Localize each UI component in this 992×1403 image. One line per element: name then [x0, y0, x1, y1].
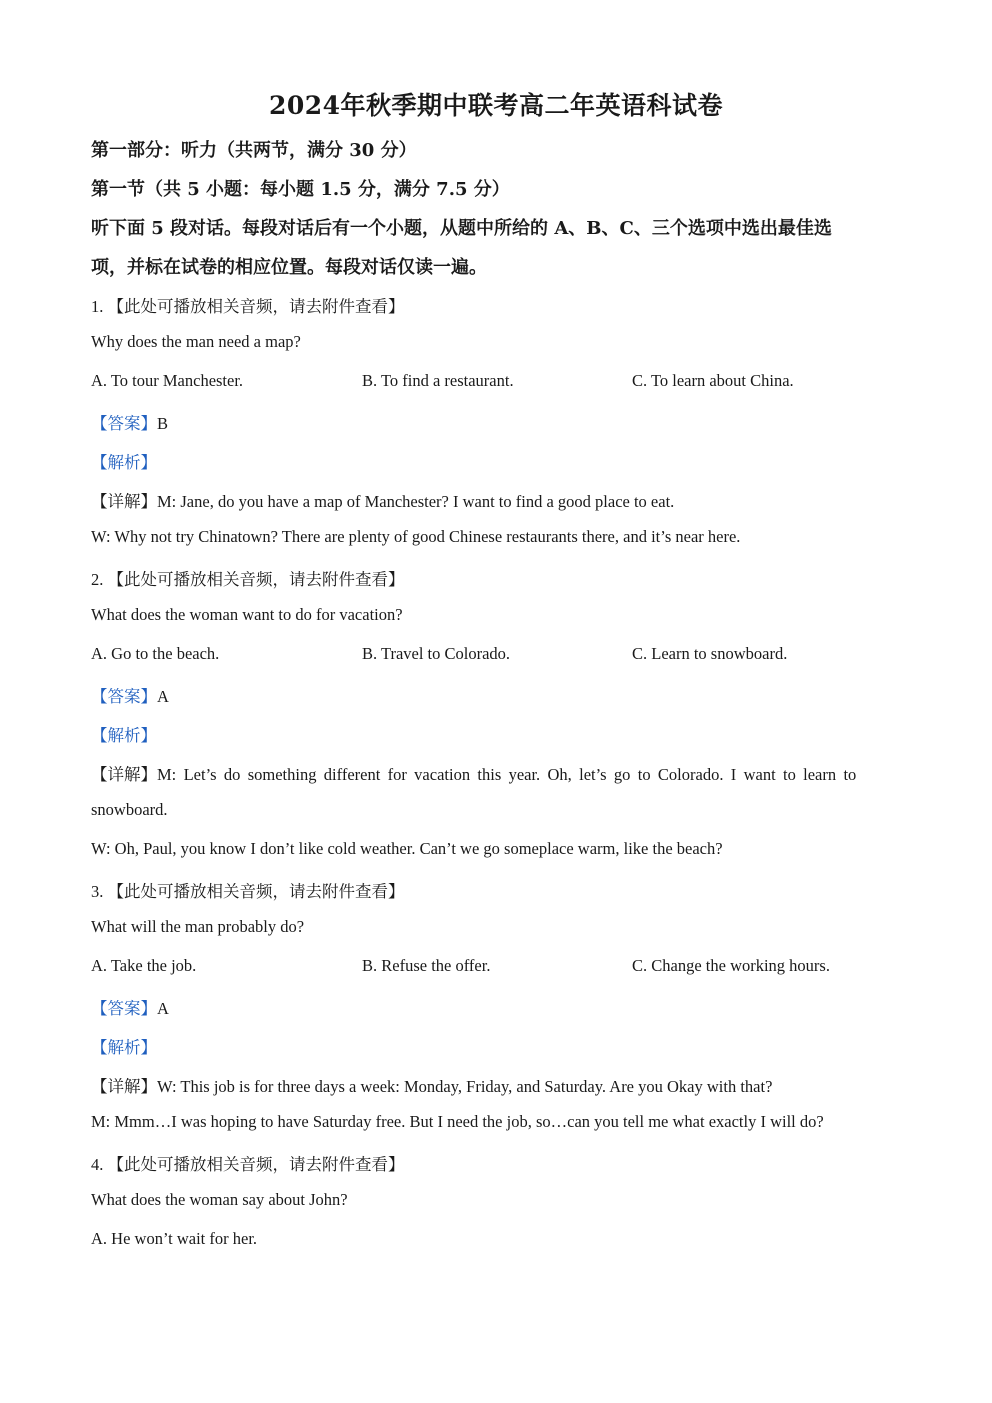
question-3-text: What will the man probably do? — [91, 917, 305, 936]
option-c: C. Learn to snowboard. — [632, 644, 788, 663]
question-number: 1. — [91, 297, 104, 316]
answer-value: A — [157, 999, 169, 1018]
detail-text: M: Jane, do you have a map of Manchester? I want to find a good place to eat. — [157, 492, 675, 511]
detail-label: 【详解】 — [91, 1077, 157, 1096]
option-a: A. To tour Manchester. — [91, 371, 244, 390]
option-b: B. Travel to Colorado. — [362, 644, 511, 663]
question-3-detail-2: M: Mmm…I was hoping to have Saturday free. But I need the job, so…can you tell me what exactly I will do? — [91, 1112, 824, 1131]
question-2-detail-1 — [91, 761, 856, 785]
question-2-answer — [91, 683, 169, 707]
question-4-audio — [91, 1151, 405, 1175]
question-3-answer — [91, 995, 169, 1019]
question-1-detail-2: W: Why not try Chinatown? There are plenty of good Chinese restaurants there, and it’s near here. — [91, 527, 741, 546]
option-c: C. Change the working hours. — [632, 956, 830, 975]
question-4-text: What does the woman say about John? — [91, 1190, 348, 1209]
question-2-detail-3: W: Oh, Paul, you know I don’t like cold weather. Can’t we go someplace warm, like the beach? — [91, 839, 723, 858]
answer-label: 【答案】 — [91, 414, 157, 433]
option-b: B. To find a restaurant. — [362, 371, 514, 390]
answer-label: 【答案】 — [91, 999, 157, 1018]
question-2-analysis-label: 【解析】 — [91, 726, 157, 745]
answer-value: B — [157, 414, 169, 433]
question-number: 4. — [91, 1155, 104, 1174]
detail-text: W: This job is for three days a week: Monday, Friday, and Saturday. Are you Okay with that? — [157, 1077, 773, 1096]
question-3-audio — [91, 878, 405, 902]
page-title: 2024年秋季期中联考高二年英语科试卷 — [268, 91, 724, 120]
part-heading: 第一部分：听力（共两节，满分 30 分） — [91, 140, 417, 161]
question-1-analysis-label: 【解析】 — [91, 453, 157, 472]
detail-label: 【详解】 — [91, 765, 157, 784]
audio-note: 【此处可播放相关音频，请去附件查看】 — [107, 570, 405, 589]
option-c: C. To learn about China. — [632, 371, 794, 390]
option-a: A. Go to the beach. — [91, 644, 220, 663]
question-2-audio — [91, 566, 405, 590]
detail-label: 【详解】 — [91, 492, 157, 511]
option-a: A. Take the job. — [91, 956, 197, 975]
audio-note: 【此处可播放相关音频，请去附件查看】 — [107, 297, 405, 316]
question-1-text: Why does the man need a map? — [91, 332, 301, 351]
audio-note: 【此处可播放相关音频，请去附件查看】 — [107, 882, 405, 901]
question-2-detail-2: snowboard. — [91, 800, 168, 819]
question-3-analysis-label: 【解析】 — [91, 1038, 157, 1057]
instructions-line-2: 项，并标在试卷的相应位置。每段对话仅读一遍。 — [91, 257, 487, 278]
question-4-option-a: A. He won’t wait for her. — [91, 1229, 258, 1248]
question-number: 3. — [91, 882, 104, 901]
question-1-audio — [91, 293, 405, 317]
audio-note: 【此处可播放相关音频，请去附件查看】 — [107, 1155, 405, 1174]
question-1-detail-1 — [91, 488, 674, 512]
section-heading: 第一节（共 5 小题：每小题 1.5 分，满分 7.5 分） — [91, 179, 510, 200]
question-2-text: What does the woman want to do for vacation? — [91, 605, 403, 624]
detail-text: M: Let’s do something different for vacation this year. Oh, let’s go to Colorado. I want to learn to — [157, 765, 857, 784]
question-number: 2. — [91, 570, 104, 589]
answer-label: 【答案】 — [91, 687, 157, 706]
instructions-line-1: 听下面 5 段对话。每段对话后有一个小题，从题中所给的 A、B、C、三个选项中选出最佳选 — [91, 218, 832, 239]
option-b: B. Refuse the offer. — [362, 956, 491, 975]
question-3-detail-1 — [91, 1073, 772, 1097]
question-1-answer — [91, 410, 168, 434]
answer-value: A — [157, 687, 169, 706]
